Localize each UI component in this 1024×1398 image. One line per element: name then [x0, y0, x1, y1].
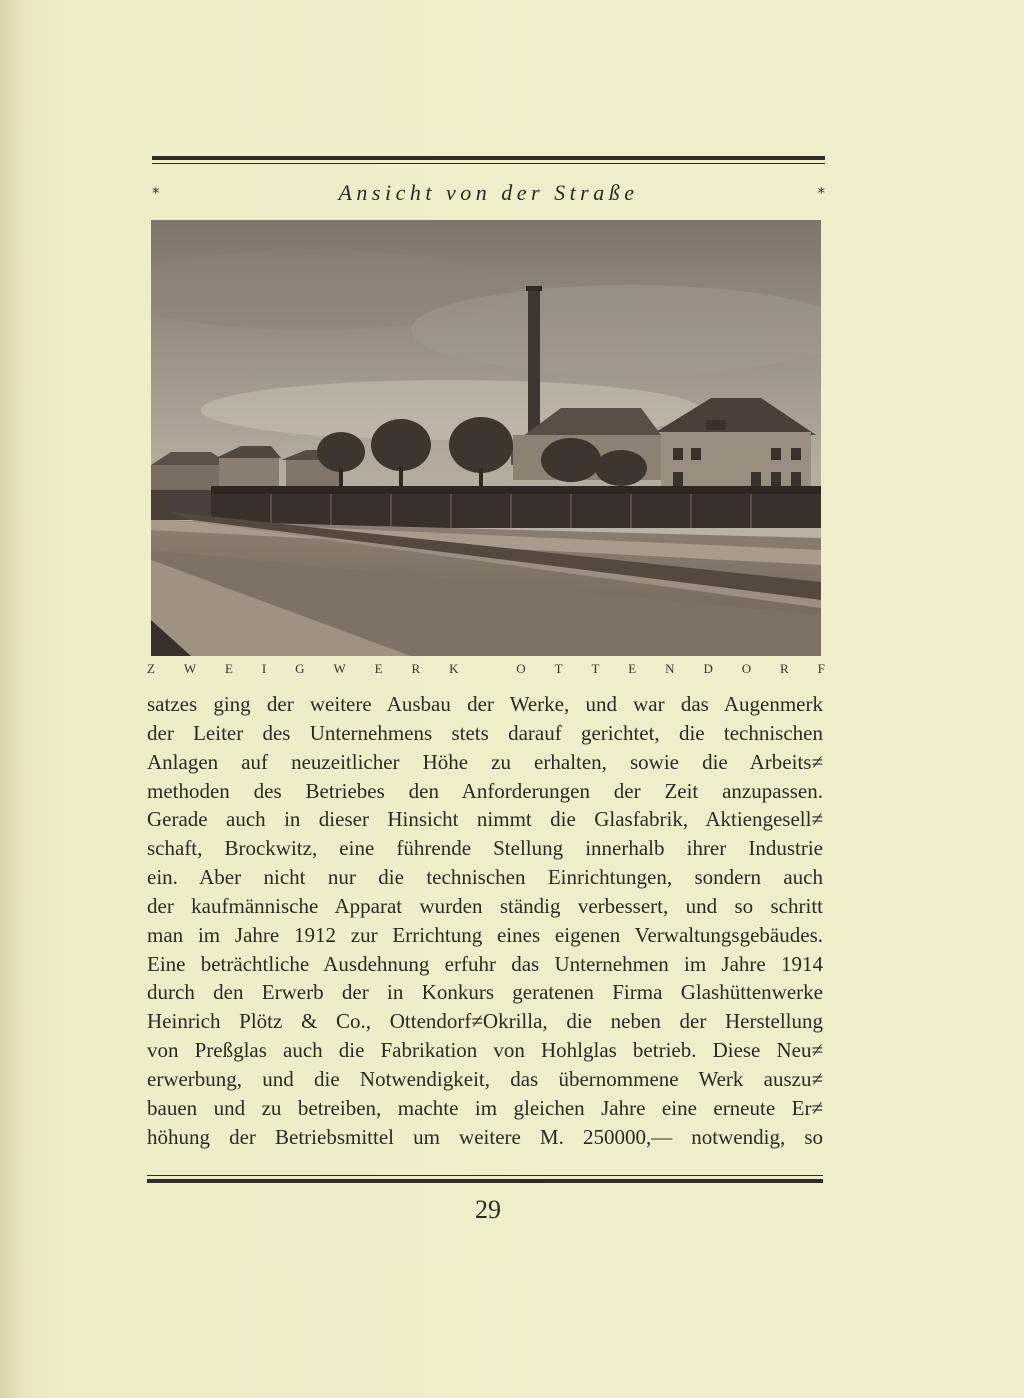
text-line: erwerbung, und die Notwendigkeit, das übernommene Werk auszu≠ [147, 1066, 823, 1091]
top-double-rule [152, 156, 825, 164]
text-line: Heinrich Plötz & Co., Ottendorf≠Okrilla, die neben der Herstellung [147, 1009, 823, 1034]
text-line: höhung der Betriebsmittel um weitere M. 250000,— notwendig, so [147, 1124, 823, 1149]
text-line: schaft, Brockwitz, eine führende Stellung innerhalb ihrer Industrie [147, 836, 823, 861]
text-line: der Leiter des Unternehmens stets darauf gerichtet, die technischen [147, 720, 823, 745]
caption-letter: O [516, 661, 526, 676]
caption-letter: W [183, 661, 197, 676]
text-line: der kaufmännische Apparat wurden ständig verbessert, und so schritt [147, 893, 823, 918]
caption-letter: E [374, 661, 383, 676]
text-line: ein. Aber nicht nur die technischen Einrichtungen, sondern auch [147, 865, 823, 890]
caption-letter: R [780, 661, 789, 676]
page-number: 29 [475, 1195, 501, 1224]
text-line: bauen und zu betreiben, machte im gleichen Jahre eine erneute Er≠ [147, 1095, 823, 1120]
caption-letter: N [665, 661, 675, 676]
text-line: man im Jahre 1912 zur Errichtung eines eigenen Verwaltungsgebäudes. [147, 922, 823, 947]
caption-letter: T [591, 661, 600, 676]
caption-letter: I [261, 661, 267, 676]
ornament-left: * [152, 184, 160, 202]
text-line: von Preßglas auch die Fabrikation von Hohlglas betrieb. Diese Neu≠ [147, 1038, 823, 1063]
body-text [147, 690, 823, 1152]
photo-caption [147, 661, 825, 677]
text-line: satzes ging der weitere Ausbau der Werke, und war das Augenmerk [147, 692, 823, 716]
page-title: Ansicht von der Straße [338, 180, 639, 205]
caption-letter: W [333, 661, 346, 676]
caption-letter: T [554, 661, 563, 676]
caption-letter: Z [147, 661, 155, 676]
caption-letter: D [703, 661, 713, 676]
ornament-right: * [817, 184, 825, 202]
factory-photograph [151, 220, 821, 656]
caption-letter: O [741, 661, 752, 676]
caption-letter: E [628, 661, 637, 676]
caption-letter: E [225, 661, 233, 676]
caption-letter: F [817, 661, 825, 676]
caption-letter: R [411, 661, 421, 676]
bottom-double-rule [147, 1175, 823, 1183]
caption-letter: K [449, 661, 459, 676]
text-line: Eine beträchtliche Ausdehnung erfuhr das Unternehmen im Jahre 1914 [147, 951, 823, 976]
text-line: durch den Erwerb der in Konkurs geratenen Firma Glashüttenwerke [147, 980, 823, 1005]
caption-letter: G [295, 661, 305, 676]
running-header [152, 180, 825, 210]
text-line: Gerade auch in dieser Hinsicht nimmt die Glasfabrik, Aktiengesell≠ [147, 807, 823, 832]
text-line: methoden des Betriebes den Anforderungen der Zeit anzupassen. [147, 778, 823, 803]
text-line: Anlagen auf neuzeitlicher Höhe zu erhalten, sowie die Arbeits≠ [147, 749, 823, 774]
